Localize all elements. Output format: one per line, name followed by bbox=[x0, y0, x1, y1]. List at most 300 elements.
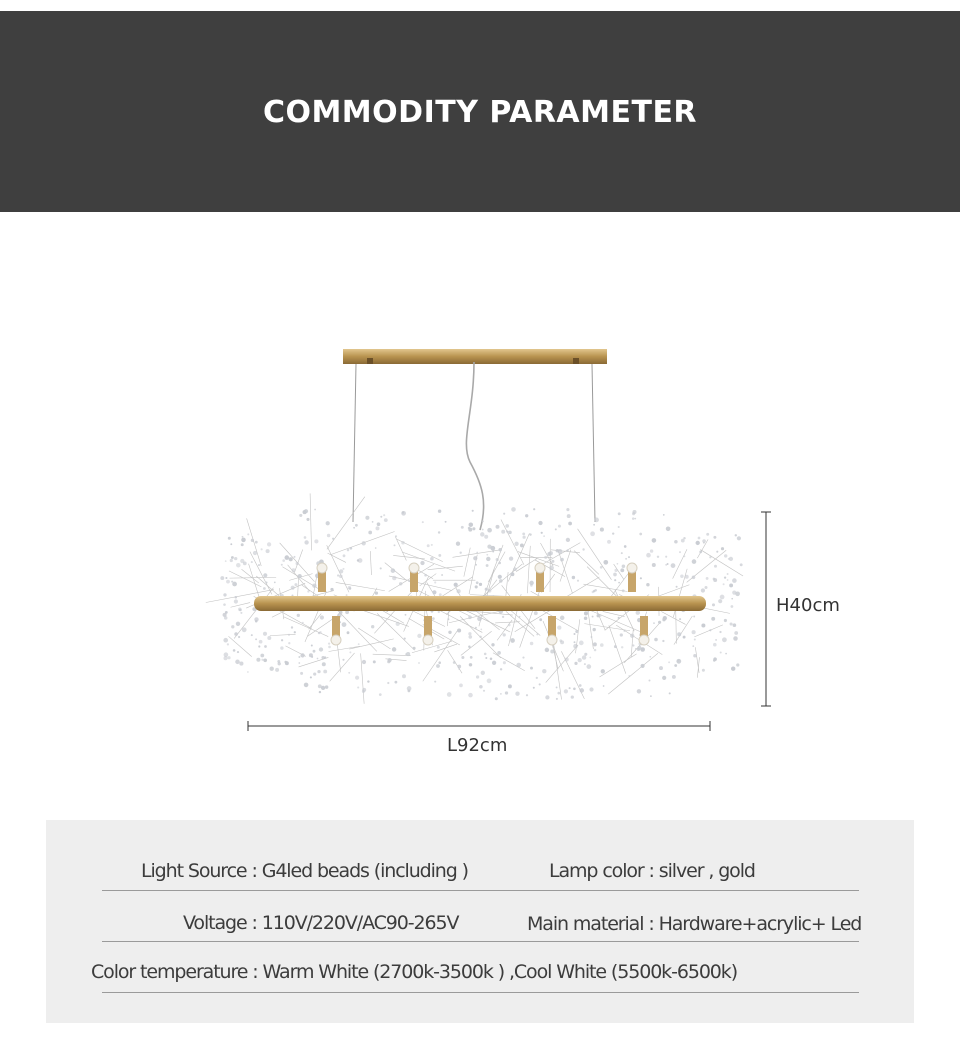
crystal-bead bbox=[484, 535, 488, 539]
crystal-bead bbox=[674, 664, 677, 667]
crystal-bead bbox=[432, 590, 436, 594]
crystal-bead bbox=[529, 533, 531, 535]
crystal-bead bbox=[401, 541, 405, 545]
crystal-bead bbox=[614, 569, 617, 572]
crystal-bead bbox=[637, 689, 641, 693]
crystal-bead bbox=[235, 660, 240, 665]
crystal-bead bbox=[304, 683, 309, 688]
crystal-bead bbox=[300, 653, 304, 657]
crystal-bead bbox=[600, 528, 604, 532]
crystal-bead bbox=[240, 612, 242, 614]
crystal-bead bbox=[371, 625, 374, 628]
crystal-bead bbox=[225, 577, 227, 579]
crystal-bead bbox=[479, 636, 481, 638]
crystal-stem bbox=[370, 551, 371, 575]
crystal-bead bbox=[484, 653, 487, 656]
crystal-bead bbox=[388, 658, 392, 662]
crystal-bead bbox=[502, 616, 504, 618]
crystal-bead bbox=[457, 628, 461, 632]
crystal-bead bbox=[332, 538, 334, 540]
crystal-bead bbox=[571, 695, 574, 698]
crystal-bead bbox=[432, 617, 435, 620]
crystal-bead bbox=[564, 689, 568, 693]
crystal-bead bbox=[665, 556, 667, 558]
crystal-bead bbox=[434, 681, 436, 683]
crystal-bead bbox=[578, 658, 582, 662]
crystal-bead bbox=[580, 688, 584, 692]
crystal-bead bbox=[481, 671, 485, 675]
crystal-bead bbox=[567, 549, 569, 551]
crystal-bead bbox=[538, 521, 542, 525]
crystal-bead bbox=[665, 564, 667, 566]
crystal-stem bbox=[697, 657, 699, 678]
crystal-bead bbox=[447, 618, 449, 620]
crystal-bead bbox=[476, 675, 479, 678]
crystal-bead bbox=[683, 555, 685, 557]
crystal-bead bbox=[482, 520, 484, 522]
crystal-bead bbox=[714, 565, 717, 568]
crystal-bead bbox=[281, 639, 283, 641]
crystal-bead bbox=[330, 588, 333, 591]
crystal-bead bbox=[640, 577, 642, 579]
crystal-bead bbox=[646, 553, 651, 558]
crystal-bead bbox=[339, 569, 343, 573]
crystal-bead bbox=[431, 544, 433, 546]
crystal-bead bbox=[263, 587, 266, 590]
crystal-bead bbox=[702, 539, 706, 543]
crystal-bead bbox=[223, 593, 226, 596]
crystal-bead bbox=[241, 543, 244, 546]
crystal-stem bbox=[552, 645, 558, 669]
crystal-bead bbox=[683, 636, 686, 639]
crystal-bead bbox=[711, 617, 715, 621]
crystal-bead bbox=[567, 514, 571, 518]
crystal-bead bbox=[698, 537, 701, 540]
crystal-bead bbox=[320, 615, 324, 619]
crystal-bead bbox=[342, 659, 344, 661]
crystal-bead bbox=[637, 646, 641, 650]
crystal-bead bbox=[715, 639, 717, 641]
crystal-bead bbox=[600, 566, 603, 569]
crystal-bead bbox=[438, 531, 440, 533]
crystal-bead bbox=[490, 658, 493, 661]
crystal-bead bbox=[298, 574, 302, 578]
crystal-bead bbox=[706, 577, 709, 580]
crystal-bead bbox=[234, 599, 238, 603]
spec-lamp-color: Lamp color : silver , gold bbox=[549, 860, 755, 882]
crystal-bead bbox=[396, 622, 400, 626]
bulb bbox=[331, 635, 341, 645]
power-cord bbox=[466, 362, 483, 530]
crystal-bead bbox=[358, 643, 360, 645]
crystal-bead bbox=[454, 583, 458, 587]
crystal-bead bbox=[275, 668, 279, 672]
crystal-bead bbox=[311, 656, 313, 658]
crystal-bead bbox=[628, 675, 630, 677]
crystal-bead bbox=[646, 583, 649, 586]
crystal-bead bbox=[468, 527, 471, 530]
crystal-bead bbox=[724, 554, 727, 557]
crystal-bead bbox=[498, 548, 501, 551]
crystal-bead bbox=[292, 568, 296, 572]
crystal-bead bbox=[314, 539, 318, 543]
crystal-stem bbox=[493, 653, 525, 671]
crystal-bead bbox=[618, 617, 620, 619]
canopy-screw-left bbox=[367, 358, 373, 364]
crystal-bead bbox=[457, 665, 461, 669]
crystal-stem bbox=[558, 549, 573, 593]
crystal-bead bbox=[342, 568, 344, 570]
crystal-bead bbox=[624, 545, 627, 548]
crystal-bead bbox=[482, 529, 484, 531]
crystal-stem bbox=[461, 631, 492, 655]
crystal-bead bbox=[495, 697, 498, 700]
crystal-bead bbox=[709, 629, 711, 631]
crystal-bead bbox=[438, 661, 441, 664]
crystal-bead bbox=[676, 586, 678, 588]
crystal-stem bbox=[256, 576, 282, 599]
crystal-bead bbox=[601, 669, 605, 673]
crystal-bead bbox=[515, 692, 519, 696]
crystal-bead bbox=[653, 622, 655, 624]
crystal-bead bbox=[679, 551, 681, 553]
crystal-bead bbox=[479, 583, 482, 586]
crystal-bead bbox=[261, 548, 263, 550]
crystal-bead bbox=[405, 614, 407, 616]
crystal-bead bbox=[438, 611, 440, 613]
crystal-bead bbox=[310, 676, 312, 678]
crystal-bead bbox=[311, 645, 313, 647]
crystal-bead bbox=[220, 576, 224, 580]
crystal-bead bbox=[485, 588, 488, 591]
crystal-bead bbox=[480, 532, 484, 536]
crystal-bead bbox=[391, 568, 396, 573]
crystal-bead bbox=[663, 616, 667, 620]
crystal-bead bbox=[545, 648, 549, 652]
crystal-bead bbox=[243, 562, 247, 566]
crystal-stem bbox=[327, 497, 365, 550]
crystal-bead bbox=[630, 634, 634, 638]
crystal-bead bbox=[379, 693, 382, 696]
crystal-bead bbox=[727, 579, 729, 581]
crystal-bead bbox=[720, 651, 722, 653]
crystal-bead bbox=[557, 625, 561, 629]
crystal-bead bbox=[523, 536, 526, 539]
crystal-bead bbox=[313, 650, 316, 653]
crystal-bead bbox=[225, 611, 228, 614]
crystal-bead bbox=[321, 686, 325, 690]
crystal-bead bbox=[437, 646, 440, 649]
crystal-bead bbox=[227, 643, 229, 645]
spec-divider-1 bbox=[102, 890, 859, 891]
crystal-bead bbox=[573, 633, 575, 635]
crystal-bead bbox=[683, 537, 685, 539]
crystal-bead bbox=[713, 659, 716, 662]
crystal-bead bbox=[453, 661, 456, 664]
crystal-stem bbox=[603, 611, 625, 616]
crystal-bead bbox=[719, 631, 721, 633]
crystal-bead bbox=[447, 692, 452, 697]
crystal-bead bbox=[671, 563, 676, 568]
crystal-bead bbox=[496, 525, 500, 529]
crystal-bead bbox=[676, 659, 681, 664]
crystal-bead bbox=[328, 646, 331, 649]
crystal-bead bbox=[659, 666, 663, 670]
crystal-bead bbox=[321, 656, 324, 659]
crystal-bead bbox=[468, 635, 472, 639]
crystal-bead bbox=[496, 558, 499, 561]
crystal-bead bbox=[347, 631, 350, 634]
crystal-bead bbox=[487, 544, 491, 548]
crystal-bead bbox=[441, 574, 443, 576]
crystal-bead bbox=[439, 593, 442, 596]
crystal-bead bbox=[472, 527, 475, 530]
crystal-bead bbox=[326, 521, 330, 525]
crystal-bead bbox=[569, 687, 571, 689]
crystal-bead bbox=[508, 624, 511, 627]
crystal-bead bbox=[274, 582, 276, 584]
crystal-bead bbox=[237, 651, 239, 653]
crystal-stem bbox=[309, 614, 322, 630]
crystal-bead bbox=[368, 531, 372, 535]
crystal-bead bbox=[327, 534, 331, 538]
crystal-bead bbox=[480, 629, 482, 631]
crystal-bead bbox=[712, 603, 715, 606]
crystal-bead bbox=[737, 536, 741, 540]
crystal-bead bbox=[701, 588, 705, 592]
crystal-bead bbox=[514, 542, 518, 546]
canopy-screw-right bbox=[573, 358, 579, 364]
spec-voltage: Voltage : 110V/220V/AC90-265V bbox=[183, 912, 459, 934]
crystal-bead bbox=[282, 559, 285, 562]
crystal-bead bbox=[575, 630, 578, 633]
crystal-bead bbox=[574, 641, 576, 643]
crystal-bead bbox=[679, 618, 681, 620]
crystal-bead bbox=[549, 551, 553, 555]
crystal-bead bbox=[291, 586, 295, 590]
crystal-bead bbox=[508, 684, 512, 688]
crystal-bead bbox=[399, 582, 402, 585]
page-title: COMMODITY PARAMETER bbox=[262, 95, 698, 130]
crystal-bead bbox=[242, 627, 247, 632]
crystal-bead bbox=[375, 547, 377, 549]
crystal-bead bbox=[591, 636, 593, 638]
crystal-bead bbox=[270, 667, 274, 671]
crystal-bead bbox=[573, 688, 576, 691]
crystal-bead bbox=[475, 564, 477, 566]
crystal-bead bbox=[247, 533, 249, 535]
crystal-bead bbox=[513, 567, 517, 571]
crystal-bead bbox=[632, 517, 635, 520]
crystal-bead bbox=[635, 648, 637, 650]
crystal-bead bbox=[468, 632, 471, 635]
crystal-stem bbox=[516, 558, 537, 571]
crystal-bead bbox=[625, 558, 627, 560]
crystal-bead bbox=[225, 560, 227, 562]
crystal-bead bbox=[312, 584, 316, 588]
bulb bbox=[639, 635, 649, 645]
crystal-bead bbox=[509, 556, 513, 560]
crystal-bead bbox=[407, 686, 412, 691]
crystal-bead bbox=[566, 508, 569, 511]
crystal-stem bbox=[373, 654, 411, 656]
crystal-bead bbox=[648, 679, 650, 681]
crystal-bead bbox=[522, 533, 525, 536]
suspension-wire-right bbox=[592, 364, 595, 522]
crystal-bead bbox=[657, 556, 659, 558]
crystal-bead bbox=[328, 642, 330, 644]
crystal-bead bbox=[654, 638, 658, 642]
crystal-bead bbox=[470, 656, 473, 659]
crystal-bead bbox=[424, 574, 427, 577]
crystal-bead bbox=[692, 575, 696, 579]
crystal-bead bbox=[498, 562, 501, 565]
bulb bbox=[409, 563, 419, 573]
crystal-stem bbox=[231, 603, 251, 608]
crystal-bead bbox=[600, 643, 604, 647]
crystal-bead bbox=[731, 605, 734, 608]
spec-main-material: Main material : Hardware+acrylic+ Led bbox=[527, 913, 862, 935]
product-image-area bbox=[0, 212, 960, 812]
crystal-bead bbox=[550, 649, 554, 653]
crystal-bead bbox=[232, 582, 237, 587]
crystal-bead bbox=[533, 508, 535, 510]
crystal-stem bbox=[393, 555, 425, 559]
crystal-bead bbox=[525, 514, 528, 517]
crystal-bead bbox=[387, 682, 389, 684]
crystal-bead bbox=[722, 637, 727, 642]
crystal-bead bbox=[306, 518, 309, 521]
crystal-bead bbox=[593, 642, 597, 646]
crystal-bead bbox=[475, 627, 477, 629]
crystal-bead bbox=[618, 582, 620, 584]
crystal-bead bbox=[492, 551, 494, 553]
crystal-bead bbox=[256, 658, 260, 662]
crystal-stem bbox=[609, 625, 626, 673]
crystal-bead bbox=[380, 516, 382, 518]
crystal-bead bbox=[413, 647, 416, 650]
crystal-bead bbox=[238, 636, 240, 638]
crystal-bead bbox=[408, 580, 410, 582]
crystal-bead bbox=[498, 575, 502, 579]
crystal-bead bbox=[725, 653, 727, 655]
crystal-bead bbox=[582, 655, 586, 659]
crystal-bead bbox=[607, 540, 611, 544]
crystal-bead bbox=[457, 589, 461, 593]
crystal-bead bbox=[723, 583, 725, 585]
crystal-bead bbox=[669, 692, 671, 694]
crystal-bead bbox=[510, 572, 514, 576]
crystal-bead bbox=[231, 625, 234, 628]
crystal-bead bbox=[634, 518, 636, 520]
spec-divider-2 bbox=[102, 941, 859, 942]
crystal-bead bbox=[536, 677, 538, 679]
crystal-bead bbox=[296, 562, 299, 565]
crystal-bead bbox=[427, 544, 430, 547]
crystal-bead bbox=[376, 526, 380, 530]
crystal-bead bbox=[445, 521, 447, 523]
crystal-bead bbox=[584, 663, 586, 665]
crystal-bead bbox=[401, 511, 406, 516]
crystal-bead bbox=[508, 531, 512, 535]
crystal-bead bbox=[394, 681, 397, 684]
crystal-bead bbox=[589, 687, 593, 691]
crystal-bead bbox=[541, 532, 543, 534]
crystal-bead bbox=[510, 638, 515, 643]
crystal-bead bbox=[579, 641, 584, 646]
crystal-bead bbox=[487, 679, 492, 684]
bulb bbox=[547, 635, 557, 645]
crystal-bead bbox=[530, 584, 533, 587]
crystal-bead bbox=[628, 556, 630, 558]
crystal-stem bbox=[310, 493, 311, 550]
crystal-bead bbox=[223, 656, 227, 660]
crystal-bead bbox=[556, 686, 558, 688]
ceiling-canopy bbox=[343, 349, 607, 364]
crystal-bead bbox=[613, 573, 617, 577]
bulb bbox=[535, 563, 545, 573]
crystal-stem bbox=[428, 566, 463, 569]
crystal-bead bbox=[727, 573, 729, 575]
crystal-bead bbox=[574, 662, 577, 665]
crystal-bead bbox=[620, 568, 624, 572]
crystal-bead bbox=[558, 525, 561, 528]
crystal-bead bbox=[693, 654, 696, 657]
crystal-stem bbox=[250, 552, 272, 595]
crystal-stem bbox=[694, 625, 722, 637]
crystal-bead bbox=[313, 673, 316, 676]
crystal-bead bbox=[565, 657, 569, 661]
crystal-bead bbox=[476, 581, 479, 584]
crystal-bead bbox=[300, 672, 303, 675]
crystal-bead bbox=[468, 693, 473, 698]
crystal-bead bbox=[476, 552, 478, 554]
crystal-bead bbox=[694, 638, 696, 640]
crystal-bead bbox=[380, 567, 382, 569]
crystal-bead bbox=[497, 651, 501, 655]
crystal-bead bbox=[365, 516, 369, 520]
crystal-bead bbox=[586, 664, 591, 669]
crystal-bead bbox=[251, 561, 253, 563]
crystal-bead bbox=[314, 509, 316, 511]
crystal-stem bbox=[674, 616, 692, 645]
crystal-bead bbox=[280, 646, 283, 649]
crystal-bead bbox=[505, 524, 509, 528]
crystal-bead bbox=[417, 634, 421, 638]
crystal-bead bbox=[461, 526, 464, 529]
crystal-bead bbox=[267, 636, 271, 640]
crystal-bead bbox=[560, 558, 564, 562]
crystal-bead bbox=[539, 618, 542, 621]
crystal-bead bbox=[224, 652, 229, 657]
crystal-bead bbox=[593, 590, 595, 592]
crystal-bead bbox=[733, 623, 737, 627]
crystal-bead bbox=[349, 651, 351, 653]
crystal-bead bbox=[503, 513, 505, 515]
crystal-bead bbox=[539, 683, 541, 685]
crystal-stem bbox=[464, 548, 470, 577]
crystal-bead bbox=[285, 555, 290, 560]
crystal-bead bbox=[486, 564, 489, 567]
crystal-bead bbox=[636, 610, 640, 614]
crystal-bead bbox=[692, 630, 696, 634]
length-label: L92cm bbox=[447, 735, 508, 756]
crystal-bead bbox=[623, 630, 625, 632]
crystal-bead bbox=[534, 611, 538, 615]
crystal-bead bbox=[350, 547, 353, 550]
crystal-bead bbox=[622, 564, 626, 568]
crystal-bead bbox=[281, 564, 283, 566]
